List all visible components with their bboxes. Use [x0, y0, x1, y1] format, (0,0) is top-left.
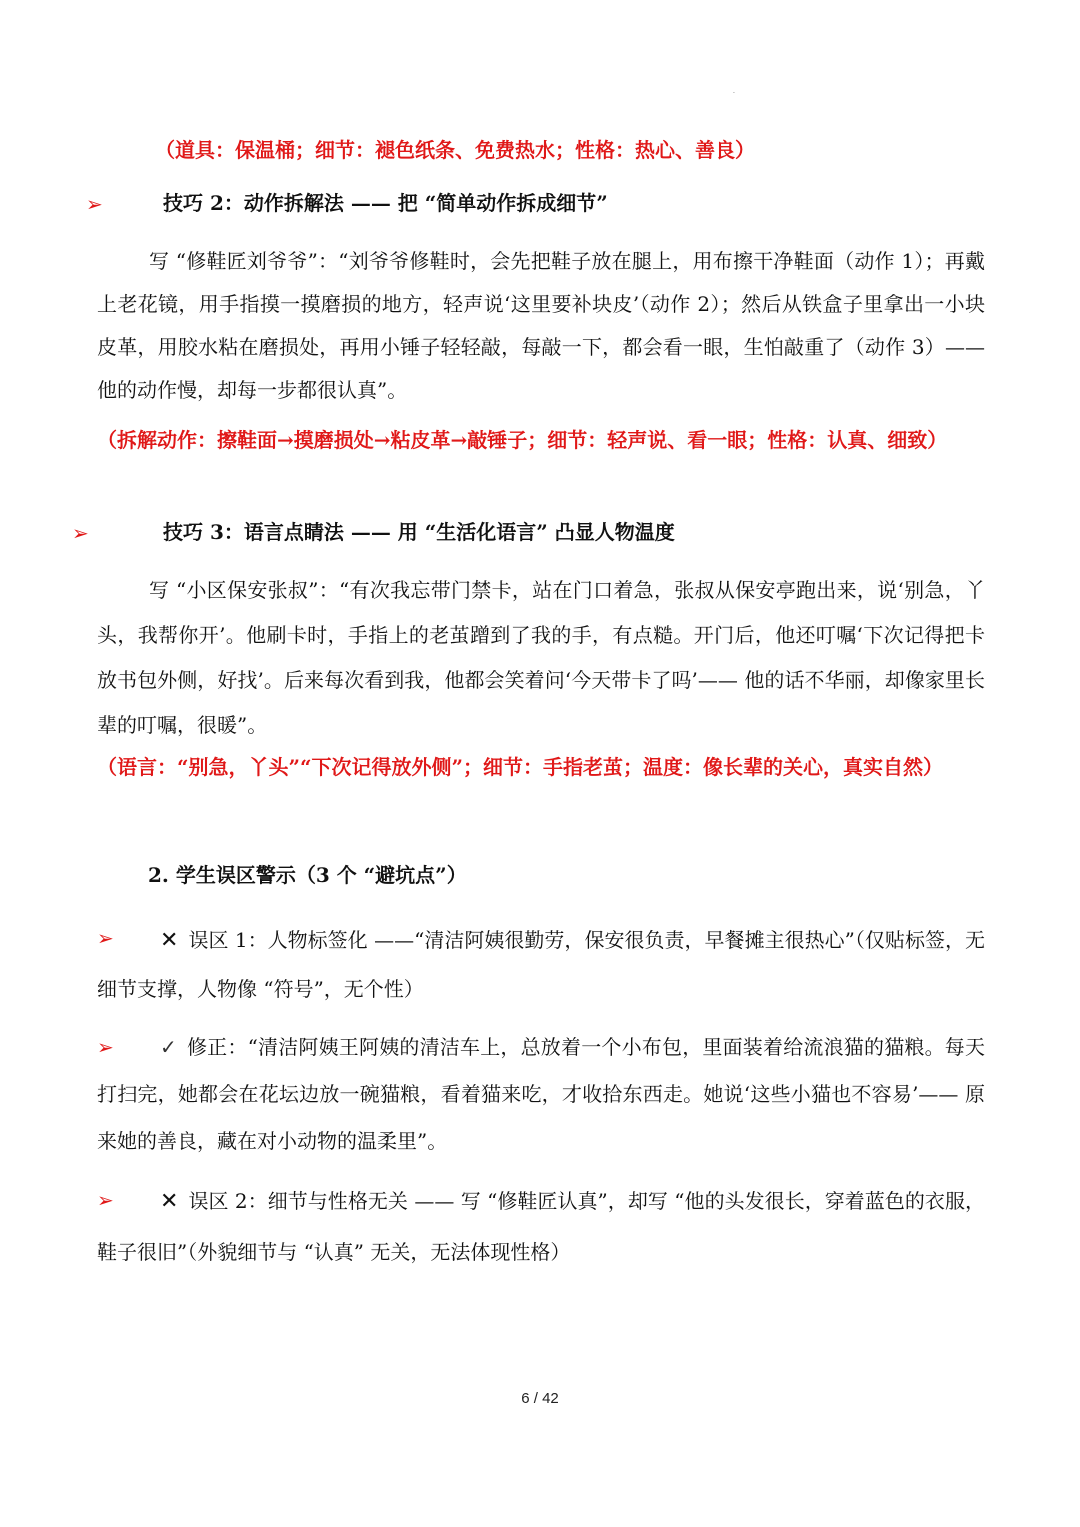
section2-title: 2. 学生误区警示（3 个 “避坑点”）	[148, 863, 467, 887]
bullet-arrow-icon: ➢	[72, 521, 89, 545]
mistake1-text: 误区 1：人物标签化 ——“清洁阿姨很勤劳，保安很负责，早餐摊主很热心”（仅贴标签，无细节支撑，人物像 “符号”，无个性）	[97, 928, 985, 1001]
cross-mark-icon: ✕	[160, 928, 179, 953]
bullet-arrow-icon: ➢	[97, 1035, 114, 1059]
page-number: 6 / 42	[521, 1390, 559, 1407]
fix1-block	[97, 1024, 985, 1165]
check-mark-icon: ✓	[160, 1035, 177, 1059]
bullet-arrow-icon: ➢	[86, 192, 103, 216]
bullet-arrow-icon: ➢	[97, 926, 114, 950]
note-props: （道具：保温桶；细节：褪色纸条、免费热水；性格：热心、善良）	[155, 138, 755, 162]
mistake1-block	[97, 916, 985, 1013]
mistake2-block	[97, 1176, 985, 1277]
cross-mark-icon: ✕	[160, 1189, 179, 1214]
tip2-title: 技巧 2：动作拆解法 —— 把 “简单动作拆成细节”	[163, 191, 608, 215]
tip3-note: （语言：“别急，丫头”“下次记得放外侧”；细节：手指老茧；温度：像长辈的关心，真实自然）	[97, 755, 944, 779]
tip2-note: （拆解动作：擦鞋面→摸磨损处→粘皮革→敲锤子；细节：轻声说、看一眼；性格：认真、细致）	[97, 428, 948, 452]
tip3-title: 技巧 3：语言点睛法 —— 用 “生活化语言” 凸显人物温度	[163, 520, 675, 544]
top-mark: .	[733, 88, 735, 95]
bullet-arrow-icon: ➢	[97, 1188, 114, 1212]
mistake2-text: 误区 2：细节与性格无关 —— 写 “修鞋匠认真”，却写 “他的头发很长，穿着蓝色的衣服，鞋子很旧”（外貌细节与 “认真” 无关，无法体现性格）	[97, 1189, 985, 1264]
tip2-body: 写 “修鞋匠刘爷爷”：“刘爷爷修鞋时，会先把鞋子放在腿上，用布擦干净鞋面（动作 1）；再戴上老花镜，用手指摸一摸磨损的地方，轻声说‘这里要补块皮’（动作 2）；然后从铁盒子里拿出一小块皮革，用胶水粘在磨损处，再用小锤子轻轻敲，每敲一下，都会看一眼，生怕敲重了（动作 3）—— 他的动作慢，却每一步都很认真”。	[97, 249, 985, 402]
fix1-text: 修正：“清洁阿姨王阿姨的清洁车上，总放着一个小布包，里面装着给流浪猫的猫粮。每天打扫完，她都会在花坛边放一碗猫粮，看着猫来吃，才收拾东西走。她说‘这些小猫也不容易’—— 原来她的善良，藏在对小动物的温柔里”。	[97, 1035, 985, 1153]
tip3-body: 写 “小区保安张叔”：“有次我忘带门禁卡，站在门口着急，张叔从保安亭跑出来，说‘别急，丫头，我帮你开’。他刷卡时，手指上的老茧蹭到了我的手，有点糙。开门后，他还叮嘱‘下次记得把卡放书包外侧，好找’。后来每次看到我，他都会笑着问‘今天带卡了吗’—— 他的话不华丽，却像家里长辈的叮嘱，很暖”。	[97, 578, 985, 737]
